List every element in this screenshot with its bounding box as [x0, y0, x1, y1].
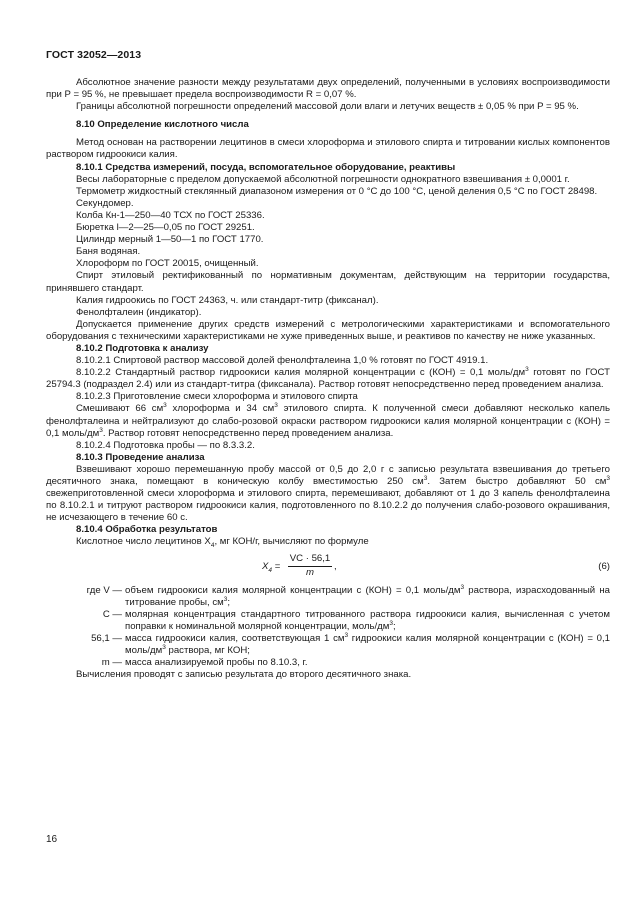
page-number: 16 — [46, 834, 58, 845]
paragraph-method: Метод основан на растворении лецитинов в смеси хлороформа и этилового спирта и титровании кислых компонентов раствором гидроокиси калия. — [46, 137, 610, 161]
section-heading-8-10-3: 8.10.3 Проведение анализа — [76, 451, 205, 463]
formula-numerator: VC · 56,1 — [288, 553, 332, 567]
paragraph-8-10-2-4: 8.10.2.4 Подготовка пробы — по 8.3.3.2. — [76, 439, 255, 451]
document-header: ГОСТ 32052—2013 — [46, 49, 142, 61]
paragraph-mixture: Смешивают 66 $см^3$ хлороформа и 34 $см^3$ этилового спирта. К полученной смеси добавляют несколько капель фенолфталеина и нейтрализуют до слабо-розовой окраски раствором гидроокиси калия молярной концентрации с (КОН) = 0,1 моль/$дм^3$. Раствор готовят непосредственно перед проведением анализа. — [46, 402, 611, 439]
formula-number: (6) — [598, 560, 610, 572]
list-item-cylinder: Цилиндр мерный 1—50—1 по ГОСТ 1770. — [76, 234, 264, 246]
section-heading-8-10-4: 8.10.4 Обработка результатов — [76, 524, 218, 536]
definition-m: m — масса анализируемой пробы по 8.10.3, г. — [101, 657, 308, 669]
formula-lhs: $X_4$ = — [262, 560, 281, 574]
formula-denominator: m — [306, 566, 314, 578]
section-heading-8-10-1: 8.10.1 Средства измерений, посуда, вспомогательное оборудование, реактивы — [76, 161, 456, 173]
formula-fraction — [288, 553, 332, 579]
list-item-stopwatch: Секундомер. — [76, 197, 134, 209]
paragraph-8-10-2-2: 8.10.2.2 Стандартный раствор гидроокиси калия молярной концентрации с (КОН) = 0,1 моль/$дм^3$ готовят по ГОСТ 25794.3 (подраздел 2.4) или из стандарт-титра (фиксанала). Раствор готовят непосредственно перед проведением анализа. — [46, 365, 610, 391]
paragraph-potassium-hydroxide: Калия гидроокись по ГОСТ 24363, ч. или стандарт-титр (фиксанал). — [76, 294, 379, 306]
paragraph-formula-intro: Кислотное число лецитинов $X_4$, мг КОН/г, вычисляют по формуле — [76, 536, 369, 550]
definition-56-1: 56,1 — масса гидроокиси калия, соответствующая 1 $см^3$ гидроокиси калия молярной концентрации с (КОН) = 0,1 моль/$дм^3$ раствора, мг КОН; — [91, 631, 610, 657]
page-body — [46, 77, 610, 681]
paragraph-rounding: Вычисления проводят с записью результата до второго десятичного знака. — [76, 669, 412, 681]
section-heading-8-10-2: 8.10.2 Подготовка к анализу — [76, 342, 209, 354]
paragraph-ethanol: Спирт этиловый ректификованный по нормативным документам, действующим на территории государства, принявшего стандарт. — [46, 270, 610, 294]
list-item-chloroform: Хлороформ по ГОСТ 20015, очищенный. — [76, 258, 259, 270]
definition-c: C — молярная концентрация стандартного титрованного раствора гидроокиси калия, вычисленная с учетом поправки к номинальной молярной концентрации, моль/$дм^3$; — [102, 608, 610, 632]
list-item-water-bath: Баня водяная. — [76, 246, 141, 258]
paragraph-reproducibility: Абсолютное значение разности между результатами двух определений, полученными в условиях воспроизводимости при P = 95 %, не превышает предела воспроизводимости R = 0,07 %. — [46, 77, 610, 101]
paragraph-alternatives: Допускается применение других средств измерений с метрологическими характеристиками и вспомогательного оборудования с техническими характеристиками не хуже приведенных выше, и реактивов по качеству не ниже указанных. — [46, 318, 610, 342]
paragraph-error-limits: Границы абсолютной погрешности определений массовой доли влаги и летучих веществ ± 0,05 % при P = 95 %. — [76, 101, 579, 113]
definition-v: где V — объем гидроокиси калия молярной концентрации с (КОН) = 0,1 моль/$дм^3$ раствора, израсходованный на титрование пробы, $см^3$; — [86, 583, 610, 608]
formula-definitions — [46, 585, 610, 670]
paragraph-8-10-2-1: 8.10.2.1 Спиртовой раствор массовой долей фенолфталеина 1,0 % готовят по ГОСТ 4919.1. — [76, 355, 489, 367]
paragraph-8-10-2-3: 8.10.2.3 Приготовление смеси хлороформа и этилового спирта — [76, 391, 358, 403]
formula-acid-number: $X_4$ = $\frac{VC \cdot 56,1}{m}$ , (6) — [262, 552, 610, 578]
section-heading-8-10: 8.10 Определение кислотного числа — [76, 119, 249, 131]
paragraph-thermometer: Термометр жидкостный стеклянный диапазоном измерения от 0 °С до 100 °С, ценой деления 0,5 °С по ГОСТ 28498. — [76, 185, 598, 197]
list-item-flask: Колба Кн-1—250—40 ТСХ по ГОСТ 25336. — [76, 209, 265, 221]
paragraph-scales: Весы лабораторные с пределом допускаемой абсолютной погрешности однократного взвешивания ± 0,0001 г. — [76, 173, 570, 185]
paragraph-procedure: Взвешивают хорошо перемешанную пробу массой от 0,5 до 2,0 г с записью результата взвешивания до третьего десятичного знака, помещают в коническую колбу вместимостью 250 $см^3$. Затем быстро добавляют 50 $см^3$ свежеприготовленной смеси хлороформа и этилового спирта, перемешивают, добавляют от 1 до 3 капель фенолфталеина по 8.10.2.1 и титруют раствором гидроокиси калия, подготовленного по 8.10.2.2 до получения слабо-розового окрашивания, не исчезающего в течение 60 с. — [46, 463, 610, 524]
paragraph-phenolphthalein: Фенолфталеин (индикатор). — [76, 306, 202, 318]
list-item-burette: Бюретка l—2—25—0,05 по ГОСТ 29251. — [76, 222, 255, 234]
